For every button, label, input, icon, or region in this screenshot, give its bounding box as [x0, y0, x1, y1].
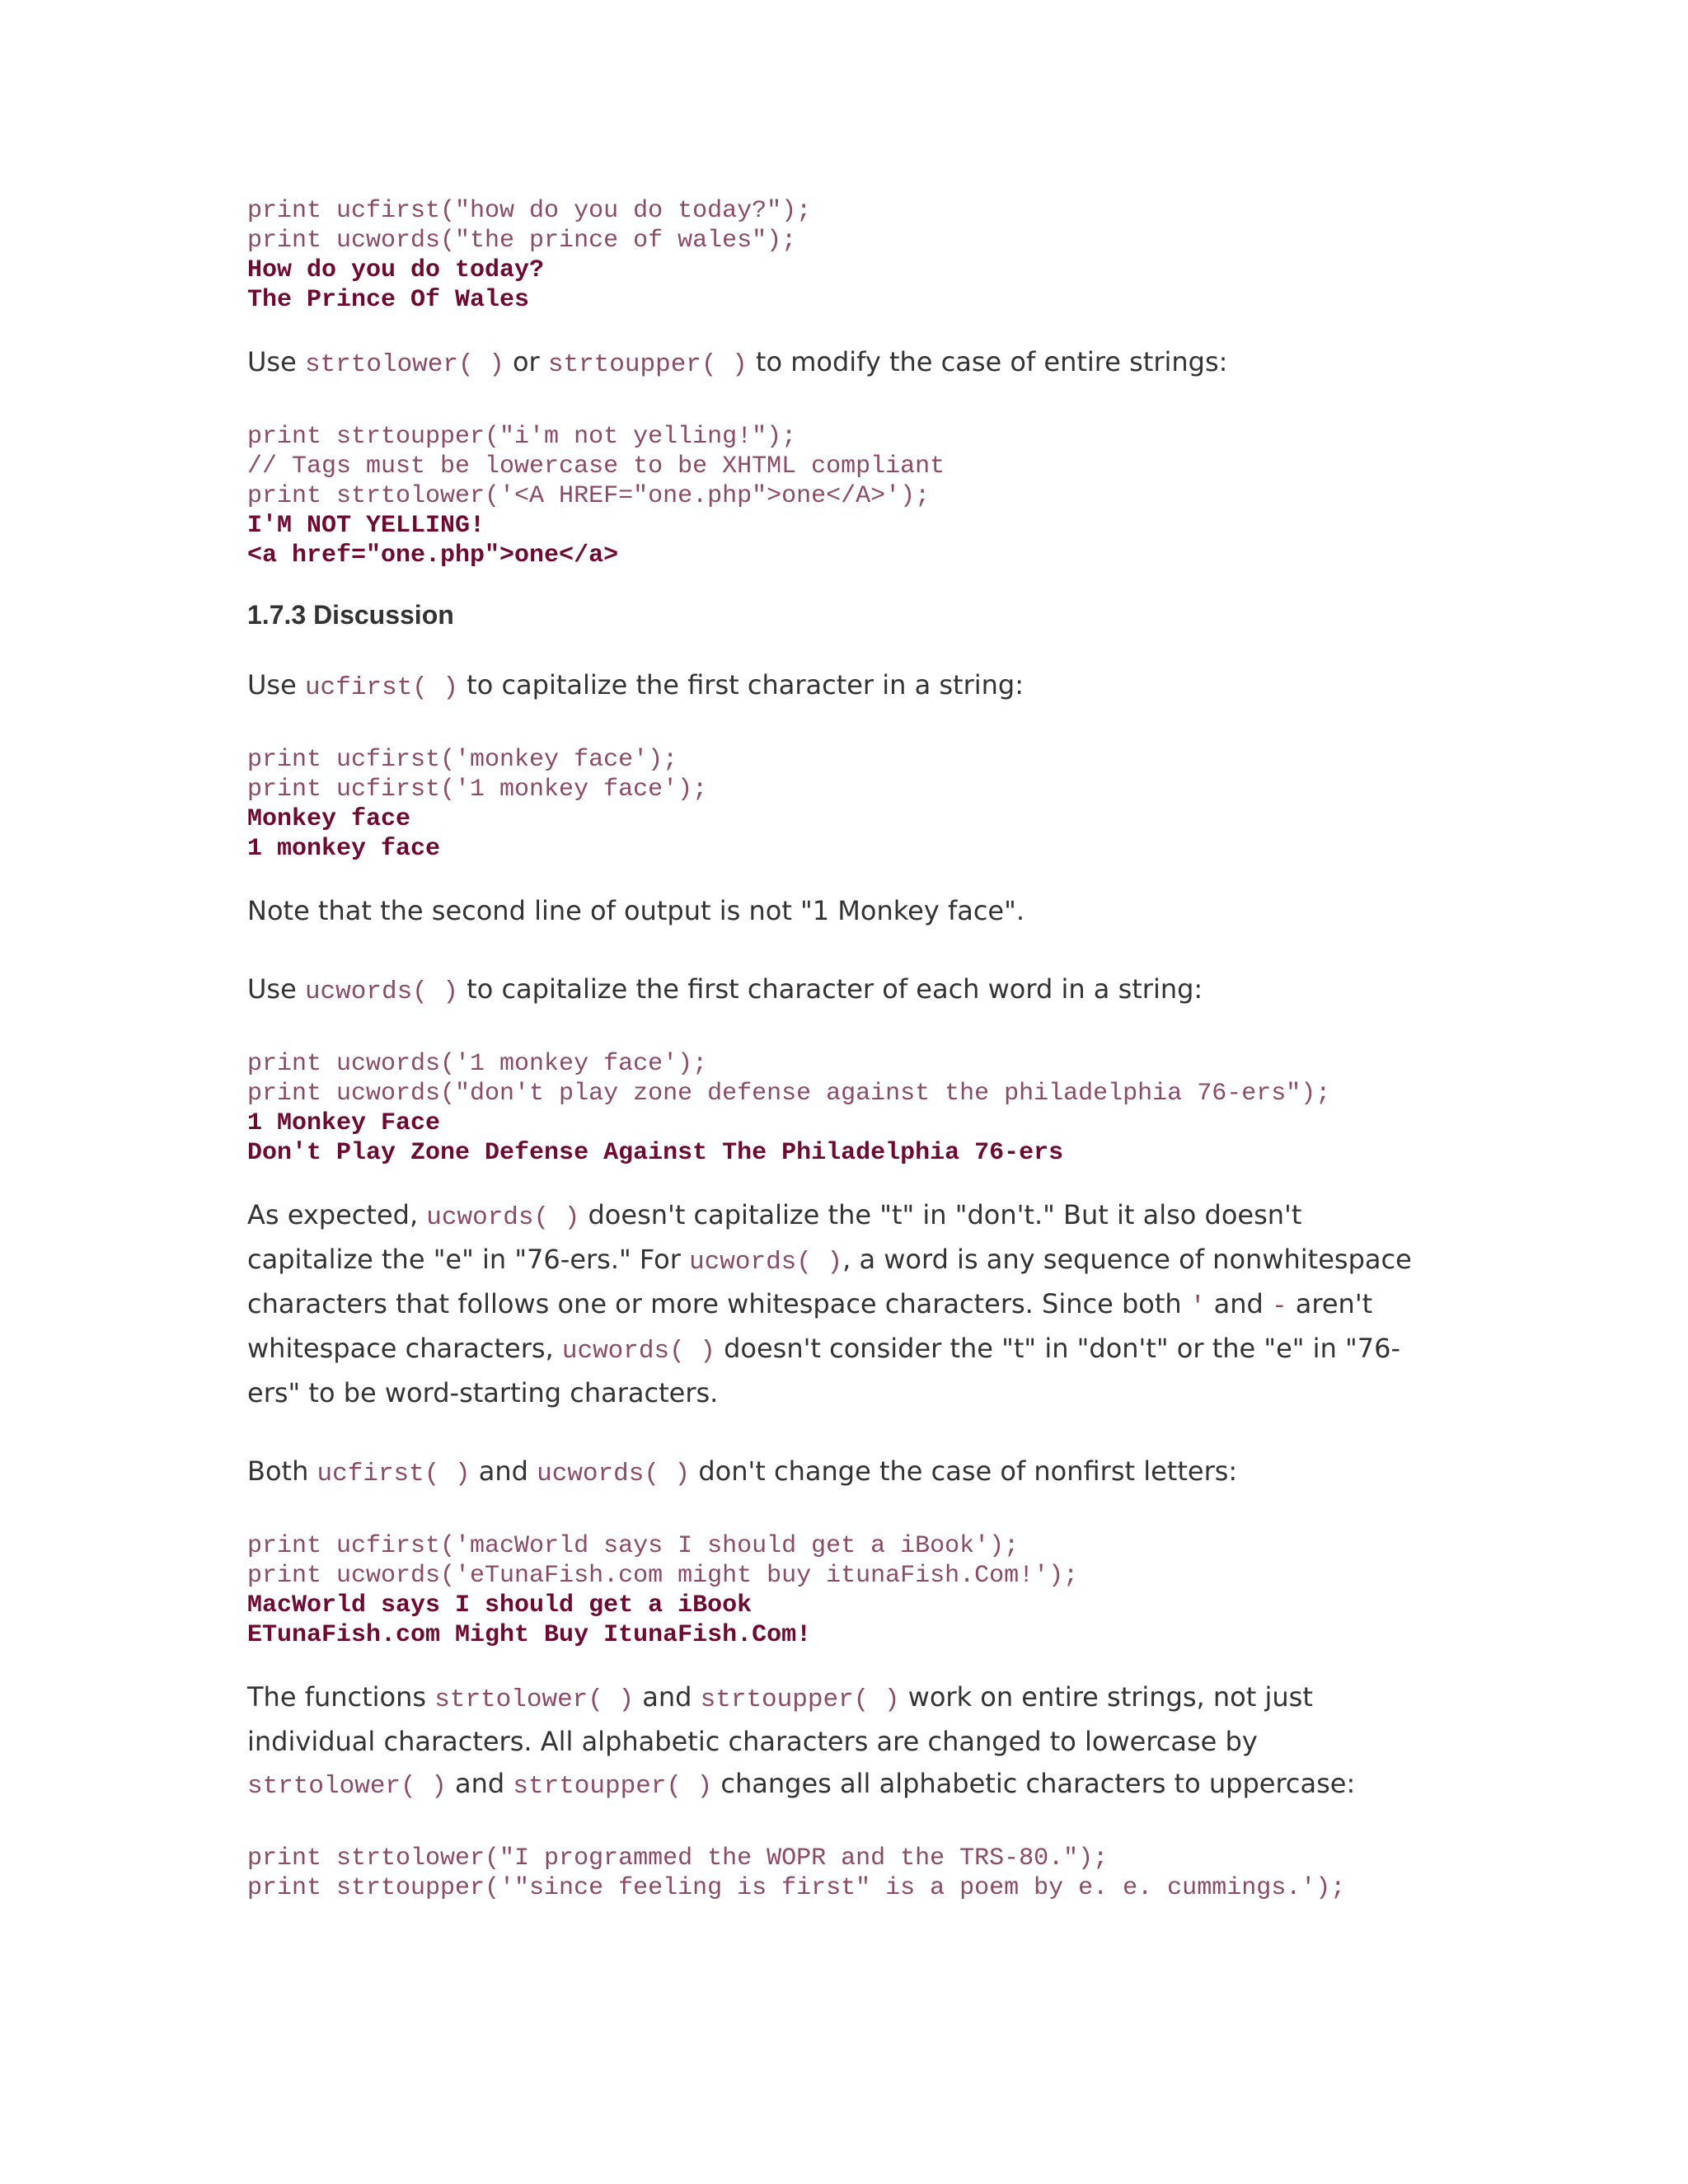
inline-code: strtoupper( ) — [547, 350, 748, 379]
paragraph-nonfirst-letters: Both ucfirst( ) and ucwords( ) don't change the case of nonfirst letters: — [247, 1455, 1238, 1488]
inline-code: ucwords( ) — [537, 1460, 691, 1488]
code-line: print ucfirst('macWorld says I should get a iBook'); — [247, 1532, 1020, 1560]
inline-code: strtolower( ) — [247, 1772, 447, 1801]
output-line: How do you do today? — [247, 256, 545, 284]
paragraph-note: Note that the second line of output is not "1 Monkey face". — [247, 895, 1025, 926]
code-line: print ucfirst('1 monkey face'); — [247, 776, 708, 804]
output-line: The Prince Of Wales — [247, 286, 530, 314]
inline-code: ' — [1189, 1292, 1206, 1321]
paragraph-ucwords-explanation: As expected, ucwords( ) doesn't capitalize the "t" in "don't." But it also doesn't capitalize the "e" in "76-ers." For ucwords( ), a word is any sequence of nonwhitespace characters that follows one or more whitespace characters. Since both ' and - aren't whitespace characters, ucwords( ) doesn't consider the "t" in "don't" or the "e" in "76-ers" to be word-starting characters. — [247, 1199, 1412, 1408]
code-block-ucwords — [247, 1049, 1434, 1168]
inline-code: ucwords( ) — [689, 1248, 843, 1277]
output-line: ETunaFish.com Might Buy ItunaFish.Com! — [247, 1621, 812, 1649]
inline-code: strtoupper( ) — [700, 1685, 900, 1714]
output-line: MacWorld says I should get a iBook — [247, 1591, 753, 1619]
document-page — [247, 196, 1434, 1903]
code-block-strtolower-strtoupper — [247, 1844, 1434, 1903]
inline-code: ucfirst( ) — [304, 673, 458, 702]
code-block-monkey-face — [247, 745, 1434, 864]
code-line: print ucwords("don't play zone defense against the philadelphia 76-ers"); — [247, 1080, 1331, 1108]
code-line: print ucwords("the prince of wales"); — [247, 227, 797, 255]
paragraph-ucfirst: Use ucfirst( ) to capitalize the first character in a string: — [247, 669, 1025, 702]
code-comment-line: // Tags must be lowercase to be XHTML compliant — [247, 452, 945, 480]
code-block-macworld — [247, 1531, 1434, 1650]
inline-code: - — [1272, 1292, 1287, 1321]
output-line: Don't Play Zone Defense Against The Philadelphia 76-ers — [247, 1139, 1064, 1167]
paragraph-ucwords: Use ucwords( ) to capitalize the first character of each word in a string: — [247, 973, 1203, 1006]
code-line: print strtolower("I programmed the WOPR and the TRS-80."); — [247, 1844, 1109, 1872]
code-line: print ucfirst("how do you do today?"); — [247, 197, 812, 225]
output-line: Monkey face — [247, 805, 411, 833]
inline-code: ucwords( ) — [561, 1337, 715, 1366]
output-line: 1 Monkey Face — [247, 1109, 441, 1137]
inline-code: strtoupper( ) — [513, 1772, 713, 1801]
inline-code: ucwords( ) — [304, 977, 458, 1006]
output-line: 1 monkey face — [247, 835, 441, 863]
output-line: I'M NOT YELLING! — [247, 512, 485, 540]
code-line: print strtoupper("i'm not yelling!"); — [247, 423, 797, 451]
paragraph-entire-strings: The functions strtolower( ) and strtoupper( ) work on entire strings, not just individual characters. All alphabetic characters are changed to lowercase by strtolower( ) and strtoupper( ) changes all alphabetic characters to uppercase: — [247, 1681, 1356, 1801]
inline-code: strtolower( ) — [304, 350, 504, 379]
inline-code: ucwords( ) — [426, 1203, 580, 1232]
code-block-case-entire-strings — [247, 422, 1434, 570]
code-line: print strtoupper('"since feeling is first" is a poem by e. e. cummings.'); — [247, 1874, 1346, 1902]
output-line: <a href="one.php">one</a> — [247, 541, 619, 569]
code-line: print strtolower('<A HREF="one.php">one</A>'); — [247, 482, 931, 510]
paragraph-strtolower-strtoupper: Use strtolower( ) or strtoupper( ) to modify the case of entire strings: — [247, 346, 1228, 379]
code-line: print ucwords('eTunaFish.com might buy itunaFish.Com!'); — [247, 1562, 1079, 1590]
section-heading: 1.7.3 Discussion — [247, 600, 454, 630]
code-line: print ucwords('1 monkey face'); — [247, 1050, 708, 1078]
code-line: print ucfirst('monkey face'); — [247, 746, 678, 774]
code-block-ucfirst-ucwords — [247, 196, 1434, 315]
inline-code: strtolower( ) — [434, 1685, 635, 1714]
inline-code: ucfirst( ) — [316, 1460, 471, 1488]
